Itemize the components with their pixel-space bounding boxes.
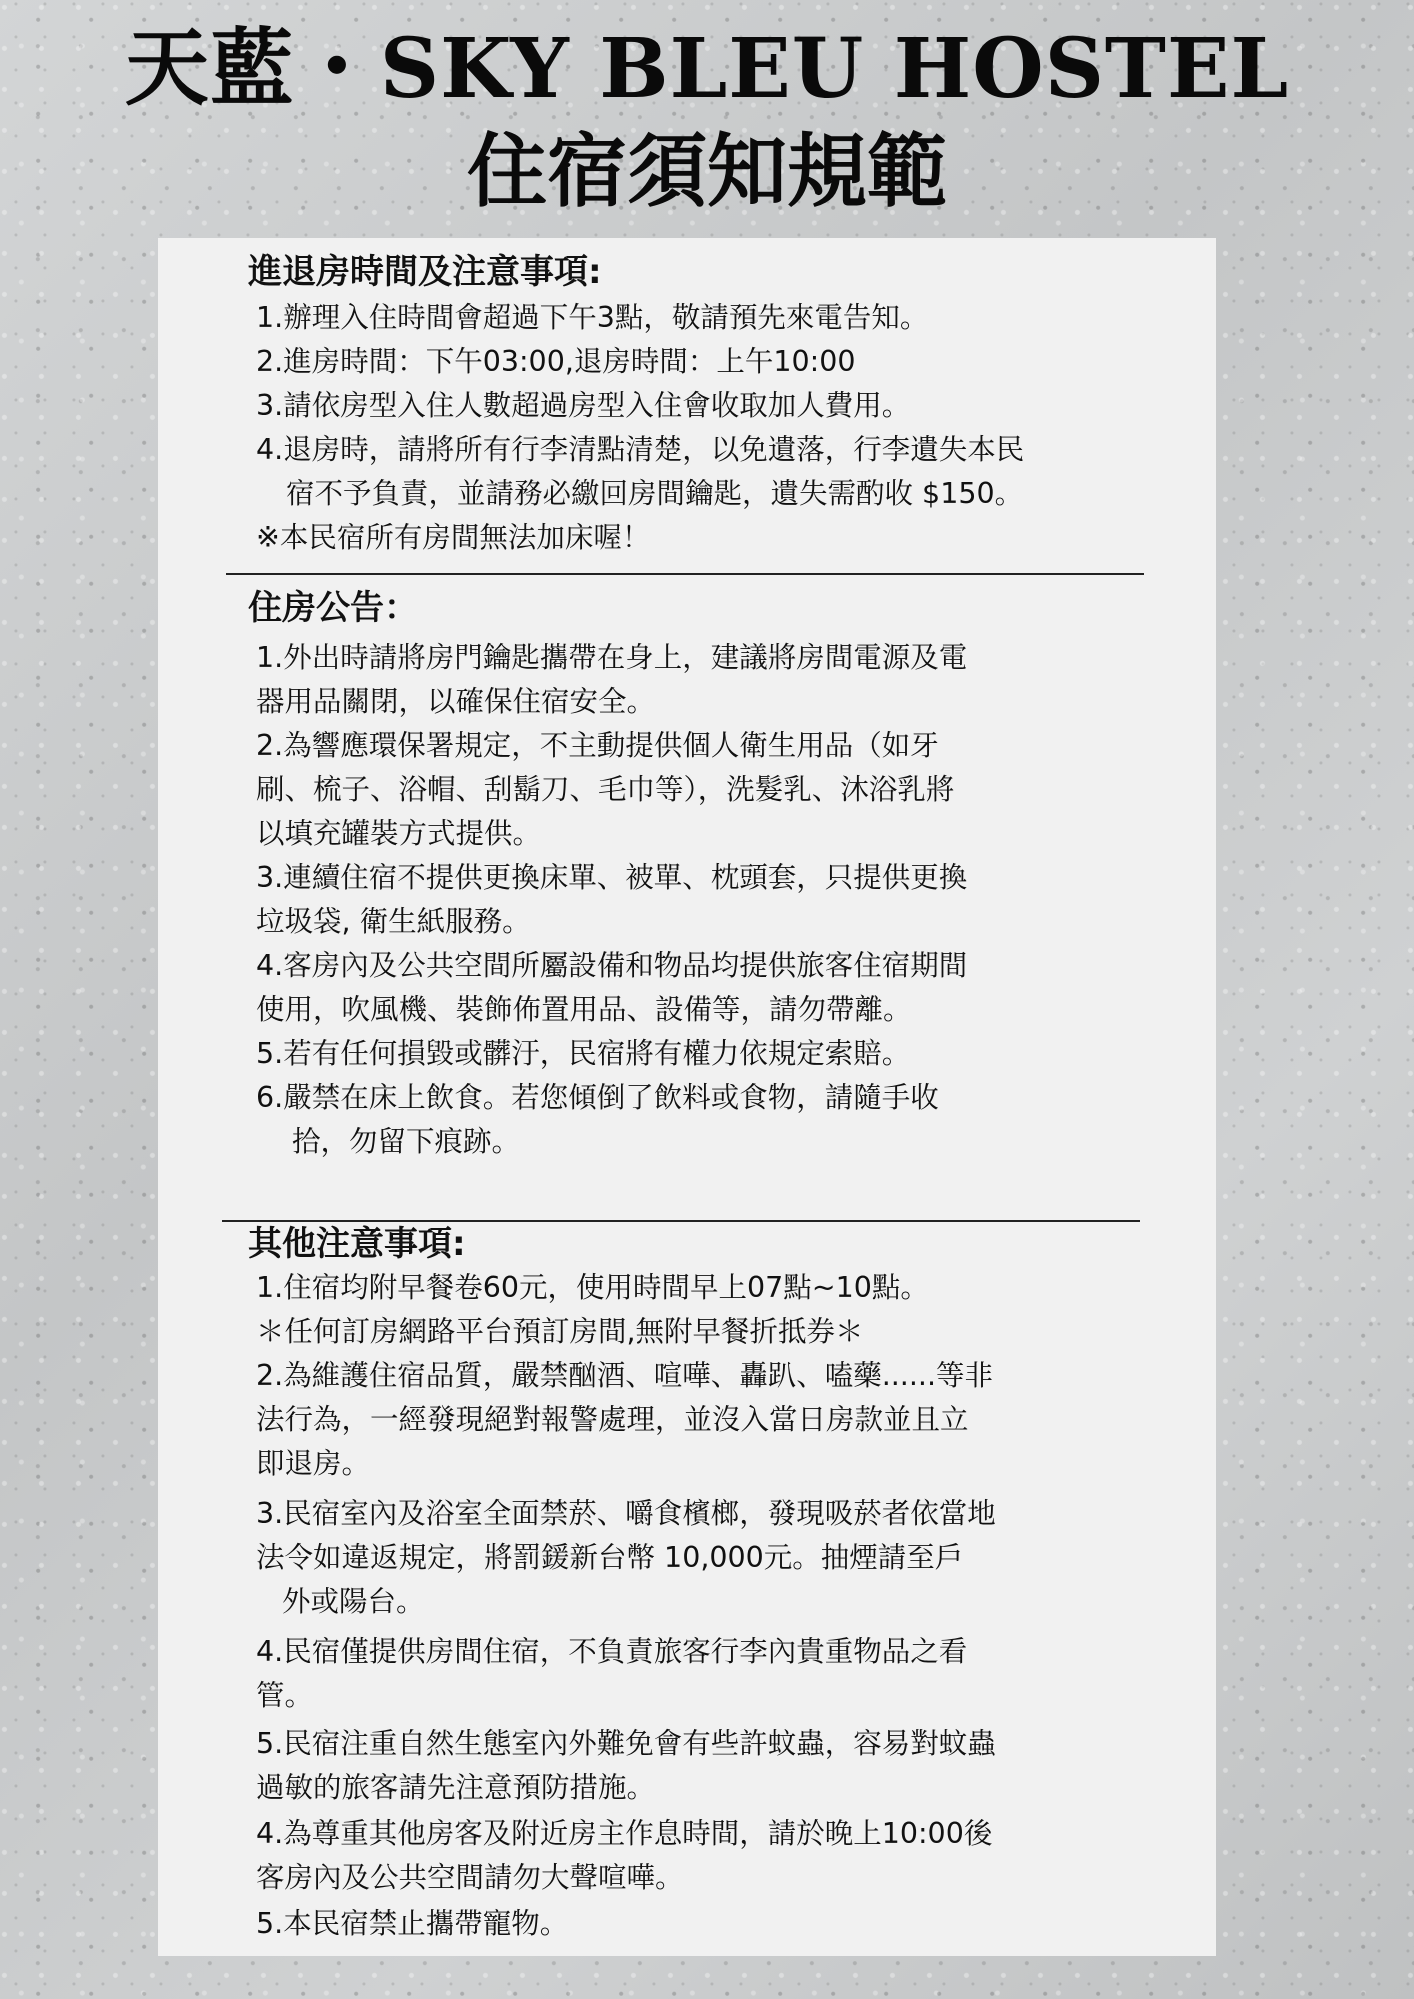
page-subtitle: 住宿須知規範 xyxy=(467,125,947,218)
rule-line: 3.請依房型入住人數超過房型入住會收取加人費用。 xyxy=(256,389,911,422)
rule-line: ※本民宿所有房間無法加床喔！ xyxy=(256,521,651,554)
rule-line: 4.民宿僅提供房間住宿，不負責旅客行李內貴重物品之看 xyxy=(256,1635,968,1668)
rule-line: 器用品關閉，以確保住宿安全。 xyxy=(256,685,656,718)
rule-line: 法令如違返規定，將罰鍰新台幣 10,000元。抽煙請至戶 xyxy=(256,1541,964,1574)
rule-line: 即退房。 xyxy=(256,1447,371,1480)
rules-panel xyxy=(158,238,1216,1956)
hostel-title-chinese: 天藍・ xyxy=(124,19,380,117)
rule-line: 3.民宿室內及浴室全面禁菸、嚼食檳榔，發現吸菸者依當地 xyxy=(256,1497,996,1530)
rule-line: 外或陽台。 xyxy=(282,1585,425,1618)
rule-line: 2.為響應環保署規定，不主動提供個人衛生用品（如牙 xyxy=(256,729,939,762)
rule-line: 2.為維護住宿品質，嚴禁酗酒、喧嘩、轟趴、嗑藥......等非 xyxy=(256,1359,994,1392)
rule-line: 1.住宿均附早餐卷60元，使用時間早上07點~10點。 xyxy=(256,1271,929,1304)
rule-line: 使用，吹風機、裝飾佈置用品、設備等，請勿帶離。 xyxy=(256,993,912,1026)
rule-line: 過敏的旅客請先注意預防措施。 xyxy=(256,1771,656,1804)
rule-line: 垃圾袋, 衛生紙服務。 xyxy=(256,905,531,938)
rule-line: 客房內及公共空間請勿大聲喧嘩。 xyxy=(256,1861,684,1894)
rule-line: 4.為尊重其他房客及附近房主作息時間，請於晚上10:00後 xyxy=(256,1817,993,1850)
rule-line: 4.退房時，請將所有行李清點清楚，以免遺落，行李遺失本民 xyxy=(256,433,1025,466)
rule-line: 法行為，一經發現絕對報警處理，並沒入當日房款並且立 xyxy=(256,1403,969,1436)
rule-line: 5.若有任何損毀或髒汙，民宿將有權力依規定索賠。 xyxy=(256,1037,911,1070)
hostel-title-english: SKY BLEU HOSTEL xyxy=(379,21,1290,117)
rule-line: 2.進房時間：下午03:00,退房時間：上午10:00 xyxy=(256,345,856,378)
rule-line: 1.辦理入住時間會超過下午3點，敬請預先來電告知。 xyxy=(256,301,929,334)
section-divider xyxy=(226,573,1144,575)
rule-line: 6.嚴禁在床上飲食。若您傾倒了飲料或食物，請隨手收 xyxy=(256,1081,939,1114)
rule-line: 管。 xyxy=(256,1679,314,1712)
section-title-checkin: 進退房時間及注意事項: xyxy=(248,252,602,292)
rule-line: 3.連續住宿不提供更換床單、被單、枕頭套，只提供更換 xyxy=(256,861,968,894)
rule-line: 5.民宿注重自然生態室內外難免會有些許蚊蟲，容易對蚊蟲 xyxy=(256,1727,996,1760)
rule-line: 宿不予負責，並請務必繳回房間鑰匙，遺失需酌收 $150。 xyxy=(286,477,1024,510)
rule-line: 拾，勿留下痕跡。 xyxy=(292,1125,521,1158)
hostel-title xyxy=(0,18,1414,119)
rule-line: 1.外出時請將房門鑰匙攜帶在身上，建議將房間電源及電 xyxy=(256,641,968,674)
rule-line: ＊任何訂房網路平台預訂房間,無附早餐折抵券＊ xyxy=(256,1315,864,1348)
rule-line: 4.客房內及公共空間所屬設備和物品均提供旅客住宿期間 xyxy=(256,949,968,982)
rule-line: 刷、梳子、浴帽、刮鬍刀、毛巾等），洗髮乳、沐浴乳將 xyxy=(256,773,955,806)
rule-line: 以填充罐裝方式提供。 xyxy=(256,817,542,850)
section-title-announcement: 住房公告： xyxy=(248,588,418,628)
rule-line: 5.本民宿禁止攜帶寵物。 xyxy=(256,1907,569,1940)
section-title-other: 其他注意事項: xyxy=(248,1224,466,1264)
